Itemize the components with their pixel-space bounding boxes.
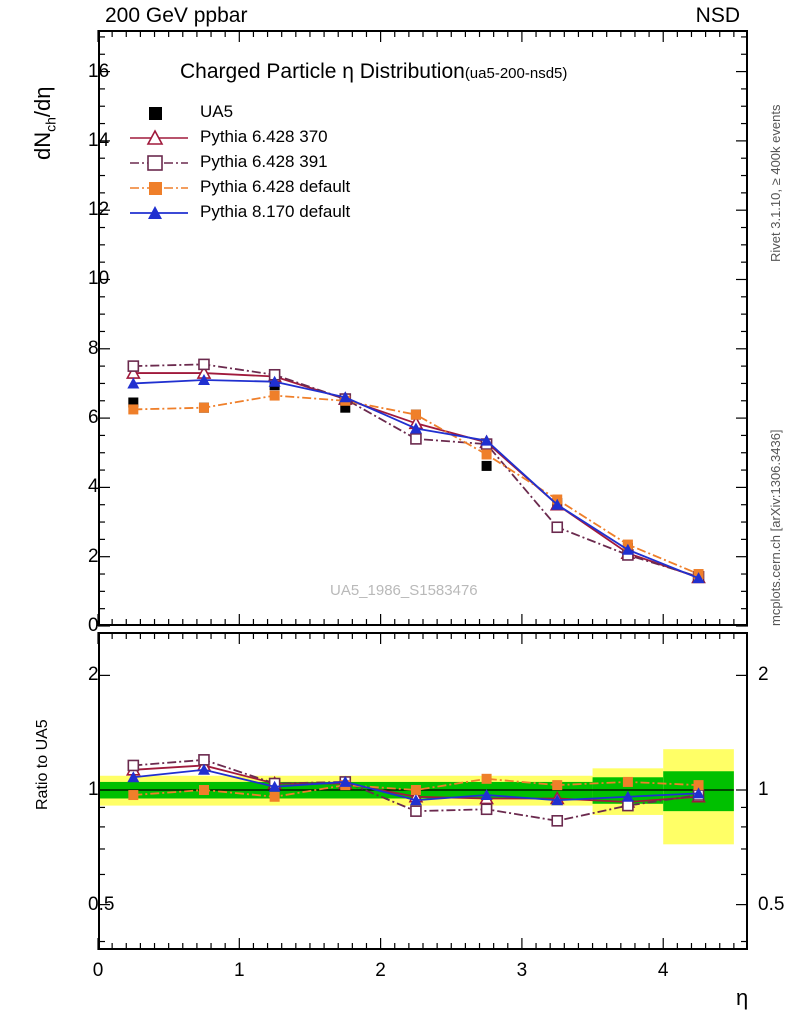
data-point-marker xyxy=(199,403,209,413)
axis-tick-label: 2 xyxy=(758,664,769,686)
axis-tick-label: 2 xyxy=(88,664,99,686)
axis-tick-label: 2 xyxy=(88,545,99,567)
x-axis-label: η xyxy=(736,985,749,1010)
dataset-watermark: UA5_1986_S1583476 xyxy=(330,582,478,599)
ratio-y-axis-label: Ratio to UA5 xyxy=(34,719,51,810)
header-right-label: NSD xyxy=(695,4,740,27)
main-y-axis-label: $dN_{ch}/d\eta$ xyxy=(30,86,59,160)
axis-tick-label: 0.5 xyxy=(758,893,785,915)
axis-tick-label: 12 xyxy=(88,199,110,221)
header-left-label: 200 GeV ppbar xyxy=(105,4,248,27)
data-point-marker xyxy=(199,359,209,369)
legend-label: Pythia 6.428 370 xyxy=(200,127,328,146)
axis-tick-label: 0.5 xyxy=(88,893,115,915)
data-point-marker xyxy=(411,410,421,420)
legend-label: Pythia 6.428 391 xyxy=(200,152,328,171)
data-point-marker xyxy=(552,522,562,532)
arxiv-reference-label: mcplots.cern.ch [arXiv:1306.3436] xyxy=(768,429,783,626)
axis-tick-label: 1 xyxy=(758,779,769,800)
axis-tick-label: 4 xyxy=(88,476,99,498)
data-point-marker xyxy=(482,461,492,471)
legend-label: UA5 xyxy=(200,102,234,121)
series-line-main xyxy=(133,373,698,577)
axis-tick-label: 0 xyxy=(92,960,104,981)
axis-tick-label: 3 xyxy=(516,960,528,981)
ratio-plot-frame xyxy=(98,632,748,950)
data-point-marker xyxy=(128,404,138,414)
data-point-marker xyxy=(482,449,492,459)
rivet-version-label: Rivet 3.1.10, ≥ 400k events xyxy=(768,104,783,262)
legend-label: Pythia 8.170 default xyxy=(200,202,351,221)
axis-tick-label: 6 xyxy=(88,407,99,429)
axis-tick-label: 14 xyxy=(88,129,110,151)
axis-tick-label: 10 xyxy=(88,268,110,290)
data-point-marker xyxy=(128,361,138,371)
axis-tick-label: 0 xyxy=(88,615,99,636)
legend-label: Pythia 6.428 default xyxy=(200,177,351,196)
data-point-marker xyxy=(411,434,421,444)
axis-tick-label: 1 xyxy=(234,960,245,981)
axis-tick-label: 8 xyxy=(88,337,99,359)
axis-tick-label: 16 xyxy=(88,60,110,82)
chart-title-sub: (ua5-200-nsd5) xyxy=(464,65,568,82)
series-line-main xyxy=(133,364,698,576)
axis-tick-label: 2 xyxy=(375,960,386,981)
axis-tick-label: 4 xyxy=(657,960,669,981)
chart-title-main: Charged Particle η Distribution xyxy=(180,60,465,83)
data-point-marker xyxy=(270,391,280,401)
axis-tick-label: 1 xyxy=(88,779,99,800)
